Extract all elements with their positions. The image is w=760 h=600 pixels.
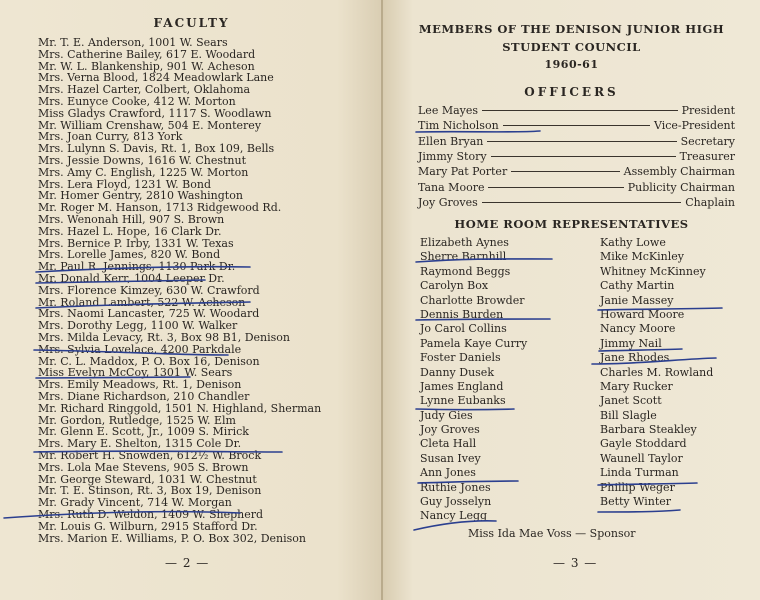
representative-name: Bill Slagle (600, 408, 657, 422)
officer-row (418, 104, 735, 117)
faculty-entry: Mr. Robert H. Snowden, 612½ W. Brock (38, 449, 262, 462)
faculty-entry: Mr. Grady Vincent, 714 W. Morgan (38, 496, 232, 510)
representative-name: Mary Rucker (600, 379, 673, 393)
faculty-entry: Mrs. Mary E. Shelton, 1315 Cole Dr. (38, 437, 242, 451)
officer-row (418, 150, 735, 163)
representative-name: Foster Daniels (420, 351, 501, 365)
faculty-entry: Mrs. Jessie Downs, 1616 W. Chestnut (38, 154, 247, 167)
faculty-entry: Mrs. Joan Curry, 813 York (38, 130, 183, 144)
faculty-entry: Mr. Richard Ringgold, 1501 N. Highland, Sherman (38, 401, 322, 415)
faculty-entry: Mr. Gordon, Rutledge, 1525 W. Elm (38, 413, 236, 427)
representative-name: Danny Dusek (420, 365, 494, 379)
officer-role: Chaplain (685, 195, 735, 209)
leader-line (488, 187, 623, 188)
leader-line (491, 156, 676, 157)
faculty-entry: Mrs. Wenonah Hill, 907 S. Brown (38, 213, 225, 226)
representative-name: Janet Scott (600, 394, 662, 408)
officer-name: Mary Pat Porter (418, 165, 508, 179)
faculty-entry: Mrs. Ruth D. Weldon, 1409 W. Shepherd (38, 508, 264, 521)
representative-name: Lynne Eubanks (420, 394, 506, 408)
leader-line (503, 125, 650, 126)
officer-name: Tana Moore (418, 180, 485, 194)
faculty-entry: Mr. Paul R. Jennings, 1130 Park Dr. (38, 260, 236, 274)
faculty-entry: Mr. T. E. Stinson, Rt. 3, Box 19, Denison (38, 484, 262, 498)
representative-name: Jo Carol Collins (420, 322, 507, 336)
officer-row (418, 135, 735, 148)
officer-name: Ellen Bryan (418, 134, 484, 148)
faculty-entry: Mrs. Diane Richardson, 210 Chandler (38, 390, 250, 403)
faculty-entry: Mrs. Lulynn S. Davis, Rt. 1, Box 109, Bells (38, 142, 275, 156)
representative-name: Elizabeth Aynes (420, 236, 509, 249)
representative-name: Susan Ivey (420, 451, 481, 465)
representative-name: Phillip Weger (600, 480, 675, 494)
officer-row (418, 181, 735, 194)
representative-name: Whitney McKinney (600, 264, 706, 278)
officer-name: Lee Mayes (418, 104, 479, 117)
officer-name: Jimmy Story (418, 149, 487, 163)
representative-name: Cathy Martin (600, 279, 675, 293)
representative-name: James England (420, 379, 504, 393)
representative-name: Howard Moore (600, 307, 685, 321)
faculty-entry: Miss Evelyn McCoy, 1301 W. Sears (38, 366, 233, 380)
officer-row (418, 196, 735, 209)
faculty-entry: Mrs. Emily Meadows, Rt. 1, Denison (38, 378, 242, 392)
faculty-entry: Mrs. Lorelle James, 820 W. Bond (38, 248, 221, 262)
representative-name: Charlotte Browder (420, 293, 525, 307)
faculty-entry: Miss Gladys Crawford, 1117 S. Woodlawn (38, 106, 272, 120)
officer-role: President (681, 104, 735, 117)
representative-name: Judy Gies (420, 408, 473, 422)
leader-line (482, 110, 678, 111)
representative-name: Jimmy Nail (600, 336, 662, 350)
officer-role: Treasurer (679, 149, 735, 163)
faculty-entry: Mr. Glenn E. Scott, Jr., 1009 S. Mirick (38, 425, 249, 439)
officer-role: Vice-President (653, 119, 735, 133)
leader-line (511, 171, 619, 172)
representative-name: Cleta Hall (420, 437, 477, 451)
faculty-entry: Mrs. Amy C. English, 1225 W. Morton (38, 165, 249, 179)
representative-name: Janie Massey (600, 293, 674, 307)
officer-row (418, 165, 735, 178)
representative-name: Sherre Barnhill (420, 250, 507, 264)
faculty-entry: Mr. Louis G. Wilburn, 2915 Stafford Dr. (38, 519, 258, 533)
representative-name: Guy Josselyn (420, 495, 492, 509)
leader-line (482, 202, 681, 203)
representative-name: Carolyn Box (420, 279, 489, 293)
leader-line (487, 141, 676, 142)
representative-name: Joy Groves (420, 423, 480, 437)
officer-role: Assembly Chairman (623, 165, 735, 179)
representative-name: Kathy Lowe (600, 236, 666, 249)
faculty-entry: Mr. T. E. Anderson, 1001 W. Sears (38, 36, 228, 49)
faculty-entry: Mr. Roland Lambert, 522 W. Acheson (38, 295, 246, 309)
faculty-entry: Mrs. Hazel Carter, Colbert, Oklahoma (38, 83, 251, 97)
council-title-line2: STUDENT COUNCIL (502, 40, 641, 54)
faculty-entry: Mrs. Lola Mae Stevens, 905 S. Brown (38, 460, 249, 474)
faculty-entry: Mr. W. L. Blankenship, 901 W. Acheson (38, 59, 255, 73)
faculty-entry: Mr. George Steward, 1031 W. Chestnut (38, 472, 257, 486)
faculty-entry: Mrs. Catherine Bailey, 617 E. Woodard (38, 47, 256, 61)
faculty-entry: Mrs. Milda Levacy, Rt. 3, Box 98 B1, Denison (38, 331, 290, 344)
page-number-left: — 2 — (165, 556, 210, 570)
officers-heading: OFFICERS (524, 85, 619, 99)
representative-name: Nancy Moore (600, 322, 676, 336)
faculty-entry: Mrs. Florence Kimzey, 630 W. Crawford (38, 283, 260, 297)
faculty-entry: Mrs. Lera Floyd, 1231 W. Bond (38, 177, 212, 191)
council-title-line1: MEMBERS OF THE DENISON JUNIOR HIGH (418, 22, 725, 36)
representative-name: Ann Jones (420, 466, 476, 480)
sponsor-line: Miss Ida Mae Voss — Sponsor (468, 527, 636, 540)
representative-name: Dennis Burden (420, 307, 504, 321)
right-page (383, 0, 760, 600)
faculty-entry: Mrs. Marion E. Williams, P. O. Box 302, Denison (38, 531, 307, 545)
reps-heading: HOME ROOM REPRESENTATIVES (454, 217, 689, 231)
officer-name: Joy Groves (418, 195, 478, 209)
faculty-entry: Mrs. Sylvia Lovelace, 4200 Parkdale (38, 342, 242, 356)
officer-row (418, 119, 735, 132)
faculty-entry: Mr. William Crenshaw, 504 E. Monterey (38, 118, 262, 132)
representative-name: Gayle Stoddard (600, 437, 687, 451)
representative-name: Jane Rhodes (600, 351, 670, 365)
representative-name: Raymond Beggs (420, 264, 511, 278)
representative-name: Betty Winter (600, 495, 672, 509)
faculty-entry: Mr. Homer Gentry, 2810 Washington (38, 189, 243, 203)
reps-column-right (600, 236, 713, 509)
council-year: 1960-61 (544, 58, 599, 71)
representative-name: Linda Turman (600, 466, 679, 480)
representative-name: Barbara Steakley (600, 423, 697, 437)
representative-name: Mike McKinley (600, 250, 684, 264)
faculty-entry: Mrs. Eunyce Cooke, 412 W. Morton (38, 95, 236, 108)
faculty-entry: Mrs. Naomi Lancaster, 725 W. Woodard (38, 307, 260, 321)
faculty-heading: FACULTY (153, 16, 230, 30)
representative-name: Pamela Kaye Curry (420, 336, 528, 350)
faculty-entry: Mr. C. L. Maddox, P. O. Box 16, Denison (38, 354, 260, 368)
reps-column-left (420, 236, 527, 524)
officer-role: Publicity Chairman (627, 180, 735, 194)
faculty-entry: Mrs. Bernice P. Irby, 1331 W. Texas (38, 236, 234, 250)
faculty-entry: Mrs. Verna Blood, 1824 Meadowlark Lane (38, 71, 274, 85)
officer-name: Tim Nicholson (418, 119, 499, 133)
faculty-entry: Mrs. Dorothy Legg, 1100 W. Walker (38, 319, 238, 333)
faculty-entry: Mrs. Hazel L. Hope, 16 Clark Dr. (38, 224, 222, 238)
representative-name: Ruthie Jones (420, 480, 491, 494)
faculty-entry: Mr. Roger M. Hanson, 1713 Ridgewood Rd. (38, 201, 282, 215)
page-number-right: — 3 — (553, 556, 598, 570)
representative-name: Nancy Legg (420, 509, 488, 523)
faculty-entry: Mr. Donald Kerr, 1004 Leeper Dr. (38, 272, 225, 285)
representative-name: Waunell Taylor (600, 451, 683, 465)
officer-role: Secretary (680, 134, 735, 148)
representative-name: Charles M. Rowland (600, 365, 714, 379)
